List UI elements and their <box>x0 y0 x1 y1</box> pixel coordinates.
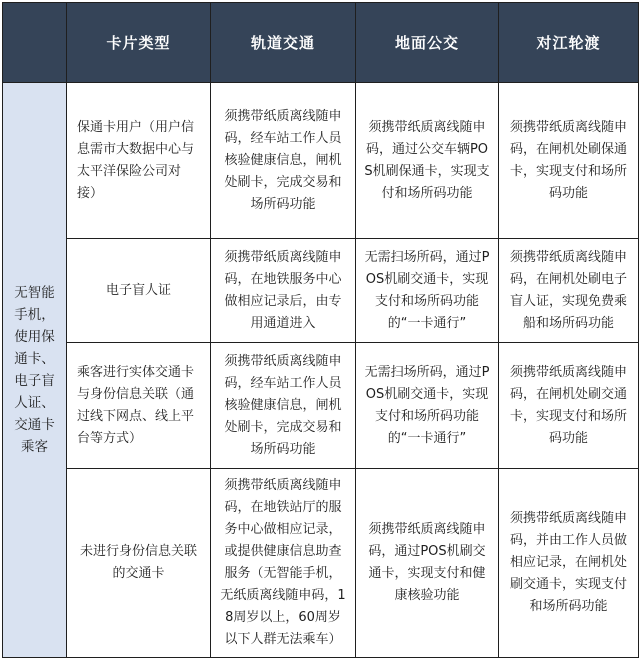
ferry-cell: 须携带纸质离线随申码，在闸机处刷交通卡，实现支付和场所码功能 <box>499 343 639 469</box>
header-ferry: 对江轮渡 <box>499 3 639 83</box>
table-row <box>3 239 639 343</box>
rail-cell: 须携带纸质离线随申码，在地铁站厅的服务中心做相应记录，或提供健康信息助查服务（无智能手机，无纸质离线随申码，18周岁以上，60周岁以下人群无法乘车） <box>211 469 356 658</box>
card-type-cell: 未进行身份信息关联的交通卡 <box>67 469 211 658</box>
header-row <box>3 3 639 83</box>
card-type-cell: 保通卡用户（用户信息需市大数据中心与太平洋保险公司对接） <box>67 83 211 239</box>
policy-table-frame <box>2 2 638 647</box>
ferry-cell: 须携带纸质离线随申码，在闸机处刷保通卡，实现支付和场所码功能 <box>499 83 639 239</box>
bus-cell: 无需扫场所码，通过POS机刷交通卡，实现支付和场所码功能的“一卡通行” <box>356 343 499 469</box>
transport-policy-table <box>2 2 639 658</box>
table-row <box>3 469 639 658</box>
ferry-cell: 须携带纸质离线随申码，在闸机处刷电子盲人证，实现免费乘船和场所码功能 <box>499 239 639 343</box>
passenger-category: 无智能手机，使用保通卡、电子盲人证、交通卡乘客 <box>3 83 67 658</box>
rail-cell: 须携带纸质离线随申码，经车站工作人员核验健康信息，闸机处刷卡，完成交易和场所码功能 <box>211 343 356 469</box>
ferry-cell: 须携带纸质离线随申码，并由工作人员做相应记录，在闸机处刷交通卡，实现支付和场所码功能 <box>499 469 639 658</box>
rail-cell: 须携带纸质离线随申码，在地铁服务中心做相应记录后，由专用通道进入 <box>211 239 356 343</box>
card-type-cell: 电子盲人证 <box>67 239 211 343</box>
header-rail-transit: 轨道交通 <box>211 3 356 83</box>
table-row <box>3 343 639 469</box>
bus-cell: 须携带纸质离线随申码，通过POS机刷交通卡，实现支付和健康核验功能 <box>356 469 499 658</box>
header-ground-bus: 地面公交 <box>356 3 499 83</box>
bus-cell: 无需扫场所码，通过POS机刷交通卡，实现支付和场所码功能的“一卡通行” <box>356 239 499 343</box>
bus-cell: 须携带纸质离线随申码，通过公交车辆POS机刷保通卡，实现支付和场所码功能 <box>356 83 499 239</box>
header-corner <box>3 3 67 83</box>
table-row <box>3 83 639 239</box>
card-type-cell: 乘客进行实体交通卡与身份信息关联（通过线下网点、线上平台等方式） <box>67 343 211 469</box>
header-card-type: 卡片类型 <box>67 3 211 83</box>
rail-cell: 须携带纸质离线随申码，经车站工作人员核验健康信息，闸机处刷卡，完成交易和场所码功能 <box>211 83 356 239</box>
